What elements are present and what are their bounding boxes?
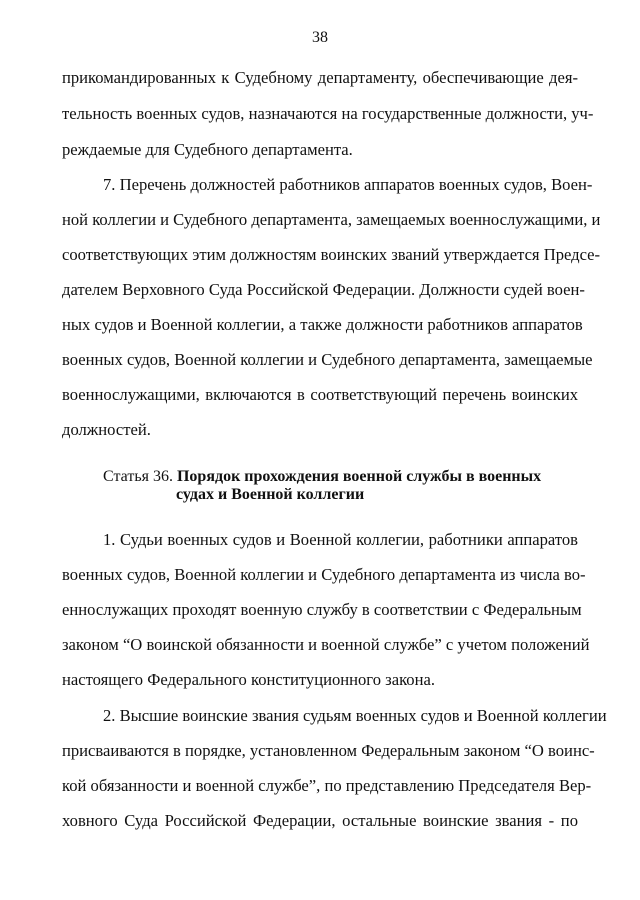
article-label: Статья 36. xyxy=(103,468,173,485)
text-line: еннослужащих проходят военную службу в соответствии с Федеральным xyxy=(62,600,582,619)
text-line: дателем Верховного Суда Российской Федерации. Должности судей воен- xyxy=(62,280,585,299)
text-line: 7. Перечень должностей работников аппаратов военных судов, Воен- xyxy=(103,175,593,194)
text-line: тельность военных судов, назначаются на государственные должности, уч- xyxy=(62,104,594,123)
text-line: ховного Суда Российской Федерации, остальные воинские звания - по xyxy=(62,811,578,830)
text-line: соответствующих этим должностям воинских званий утверждается Предсе- xyxy=(62,245,601,264)
text-line: присваиваются в порядке, установленном Федеральным законом “О воинс- xyxy=(62,741,595,760)
text-line: 1. Судьи военных судов и Военной коллегии, работники аппаратов xyxy=(103,530,578,549)
text-line: ных судов и Военной коллегии, а также должности работников аппаратов xyxy=(62,315,583,334)
text-line: 2. Высшие воинские звания судьям военных судов и Военной коллегии xyxy=(103,706,607,725)
text-line: военных судов, Военной коллегии и Судебного департамента из числа во- xyxy=(62,565,586,584)
text-line: реждаемые для Судебного департамента. xyxy=(62,140,353,159)
article-heading xyxy=(103,467,541,487)
text-line: настоящего Федерального конституционного закона. xyxy=(62,670,435,689)
text-line: ной коллегии и Судебного департамента, замещаемых военнослужащими, и xyxy=(62,210,601,229)
text-line: законом “О воинской обязанности и военной службе” с учетом положений xyxy=(62,635,590,654)
article-title: Порядок прохождения военной службы в военных xyxy=(176,468,542,485)
page-number: 38 xyxy=(312,29,328,46)
text-line: кой обязанности и военной службе”, по представлению Председателя Вер- xyxy=(62,776,592,795)
article-title-continuation: судах и Военной коллегии xyxy=(176,486,365,503)
text-line: прикомандированных к Судебному департаменту, обеспечивающие дея- xyxy=(62,68,578,87)
text-line: военнослужащими, включаются в соответствующий перечень воинских xyxy=(62,385,578,404)
text-line: должностей. xyxy=(62,420,151,439)
text-line: военных судов, Военной коллегии и Судебного департамента, замещаемые xyxy=(62,350,593,369)
